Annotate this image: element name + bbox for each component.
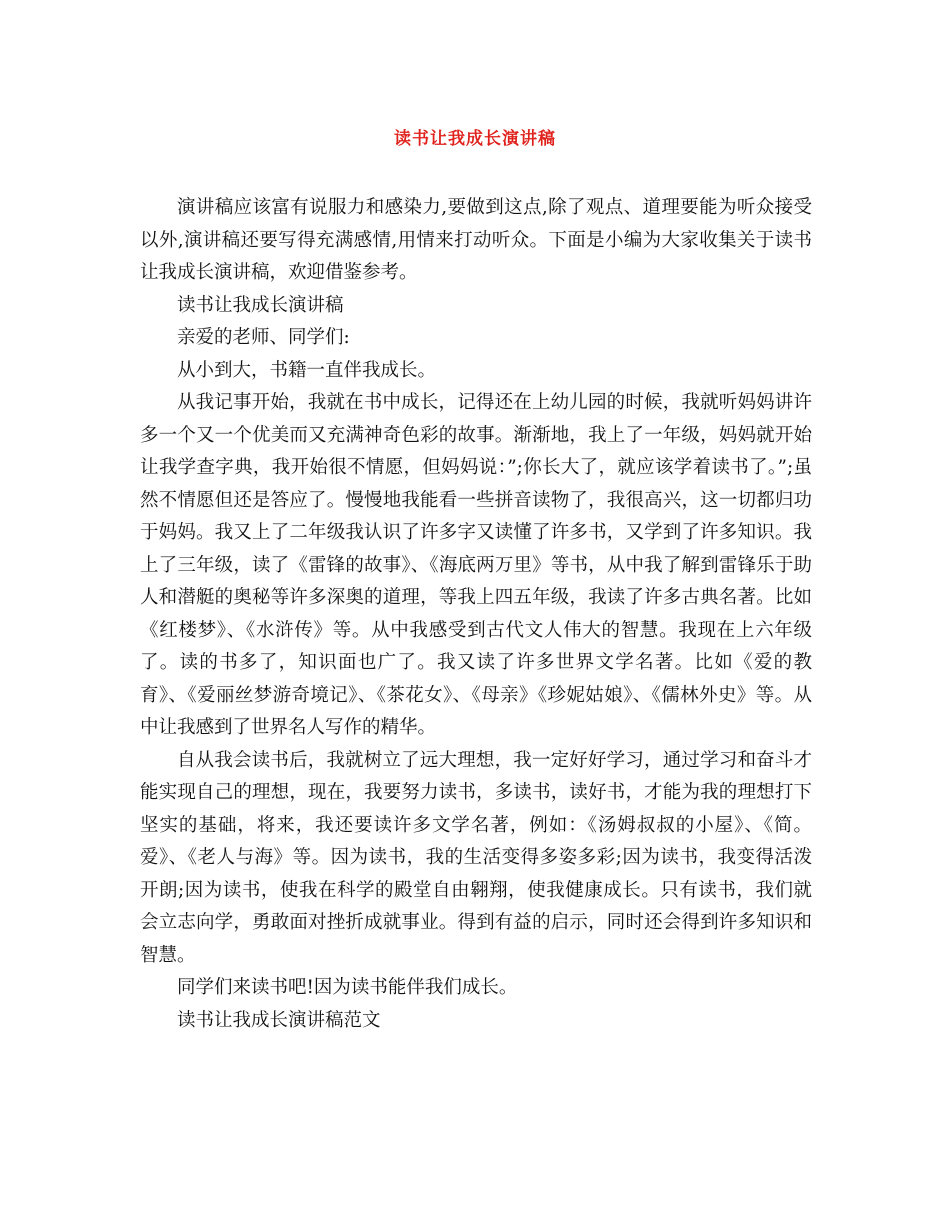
paragraph-intro: 演讲稿应该富有说服力和感染力,要做到这点,除了观点、道理要能为听众接受以外,演讲稿还要写得充满感情,用情来打动听众。下面是小编为大家收集关于读书让我成长演讲稿，欢迎借鉴参考。 [140, 197, 812, 283]
paragraph-ideals: 自从我会读书后，我就树立了远大理想，我一定好好学习，通过学习和奋斗才能实现自己的理想，现在，我要努力读书，多读书，读好书，才能为我的理想打下坚实的基础，将来，我还要读许多文学名著，例如：《汤姆叔叔的小屋》、《简。爱》、《老人与海》等。因为读书，我的生活变得多姿多彩;因为读书，我变得活泼开朗;因为读书，使我在科学的殿堂自由翱翔，使我健康成长。只有读书，我们就会立志向学，勇敢面对挫折成就事业。得到有益的启示，同时还会得到许多知识和智慧。 [140, 749, 812, 966]
paragraph-salutation: 亲爱的老师、同学们: [177, 327, 350, 348]
paragraph-next-heading: 读书让我成长演讲稿范文 [177, 1009, 381, 1031]
document-body [140, 192, 812, 1037]
paragraph-closing: 同学们来读书吧!因为读书能伴我们成长。 [177, 977, 518, 998]
document-title: 读书让我成长演讲稿 [394, 129, 556, 149]
paragraph-opening: 从小到大，书籍一直伴我成长。 [177, 359, 437, 381]
paragraph-childhood: 从我记事开始，我就在书中成长，记得还在上幼儿园的时候，我就听妈妈讲许多一个又一个优美而又充满神奇色彩的故事。渐渐地，我上了一年级，妈妈就开始让我学查字典，我开始很不情愿，但妈妈说：”;你长大了，就应该学着读书了。”;虽然不情愿但还是答应了。慢慢地我能看一些拼音读物了，我很高兴，这一切都归功于妈妈。我又上了二年级我认识了许多字又读懂了许多书，又学到了许多知识。我上了三年级，读了《雷锋的故事》、《海底两万里》等书，从中我了解到雷锋乐于助人和潜艇的奥秘等许多深奥的道理，等我上四五年级，我读了许多古典名著。比如《红楼梦》、《水浒传》等。从中我感受到古代文人伟大的智慧。我现在上六年级了。读的书多了，知识面也广了。我又读了许多世界文学名著。比如《爱的教育》、《爱丽丝梦游奇境记》、《茶花女》、《母亲》《珍妮姑娘》、《儒林外史》等。从中让我感到了世界名人写作的精华。 [140, 392, 812, 738]
paragraph-subtitle: 读书让我成长演讲稿 [177, 294, 344, 316]
